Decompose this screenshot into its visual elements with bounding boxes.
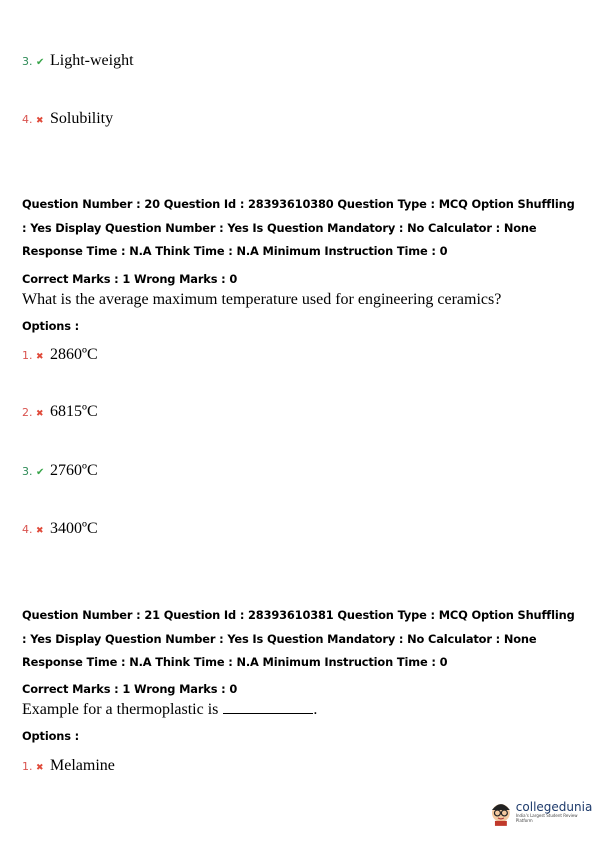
option-number: 3. [22,465,33,478]
option-3 [22,462,98,480]
question-text-main: Example for a thermoplastic is [22,701,219,718]
option-1 [22,757,115,775]
question-marks: Correct Marks : 1 Wrong Marks : 0 [22,272,238,286]
option-number: 1. [22,760,33,773]
option-number: 2. [22,406,33,419]
option-number: 1. [22,349,33,362]
option-number: 4. [22,523,33,536]
cross-icon: ✖ [36,409,44,419]
option-text: 2860ºC [50,346,98,363]
option-text: 6815ºC [50,403,98,420]
cross-icon: ✖ [36,352,44,362]
check-icon: ✔ [36,57,45,68]
option-number: 3. [22,55,33,68]
cross-icon: ✖ [36,763,44,773]
answer-blank [223,701,313,714]
question-meta: Question Number : 20 Question Id : 28393610380 Question Type : MCQ Option Shuffling : Yes Display Question Number : Yes Is Question Mandatory : No Calculator : None Response Time : N.A Think Time : N.A Minimum Instruction Time : 0 [22,197,575,258]
question-text: What is the average maximum temperature used for engineering ceramics? [22,291,502,308]
options-label: Options : [22,729,80,743]
mascot-icon [489,798,513,826]
option-text: Melamine [50,757,115,774]
option-3 [22,52,134,70]
brand-name: collegedunia [515,800,593,814]
question-marks: Correct Marks : 1 Wrong Marks : 0 [22,682,238,696]
options-label: Options : [22,319,80,333]
option-4 [22,110,113,128]
collegedunia-logo [489,798,595,826]
option-text: Light-weight [50,52,134,69]
question-text-end: . [313,701,318,718]
option-2 [22,403,98,421]
option-text: Solubility [50,110,114,127]
option-1 [22,346,98,364]
check-icon: ✔ [36,467,45,478]
option-text: 3400ºC [50,520,98,537]
question-meta: Question Number : 21 Question Id : 28393610381 Question Type : MCQ Option Shuffling : Yes Display Question Number : Yes Is Question Mandatory : No Calculator : None Response Time : N.A Think Time : N.A Minimum Instruction Time : 0 [22,608,575,669]
option-number: 4. [22,113,33,126]
brand-tagline: India's Largest Student Review Platform [515,813,578,823]
cross-icon: ✖ [36,116,44,126]
cross-icon: ✖ [36,526,44,536]
question-text [22,701,317,719]
option-4 [22,520,98,538]
option-text: 2760ºC [50,462,98,479]
